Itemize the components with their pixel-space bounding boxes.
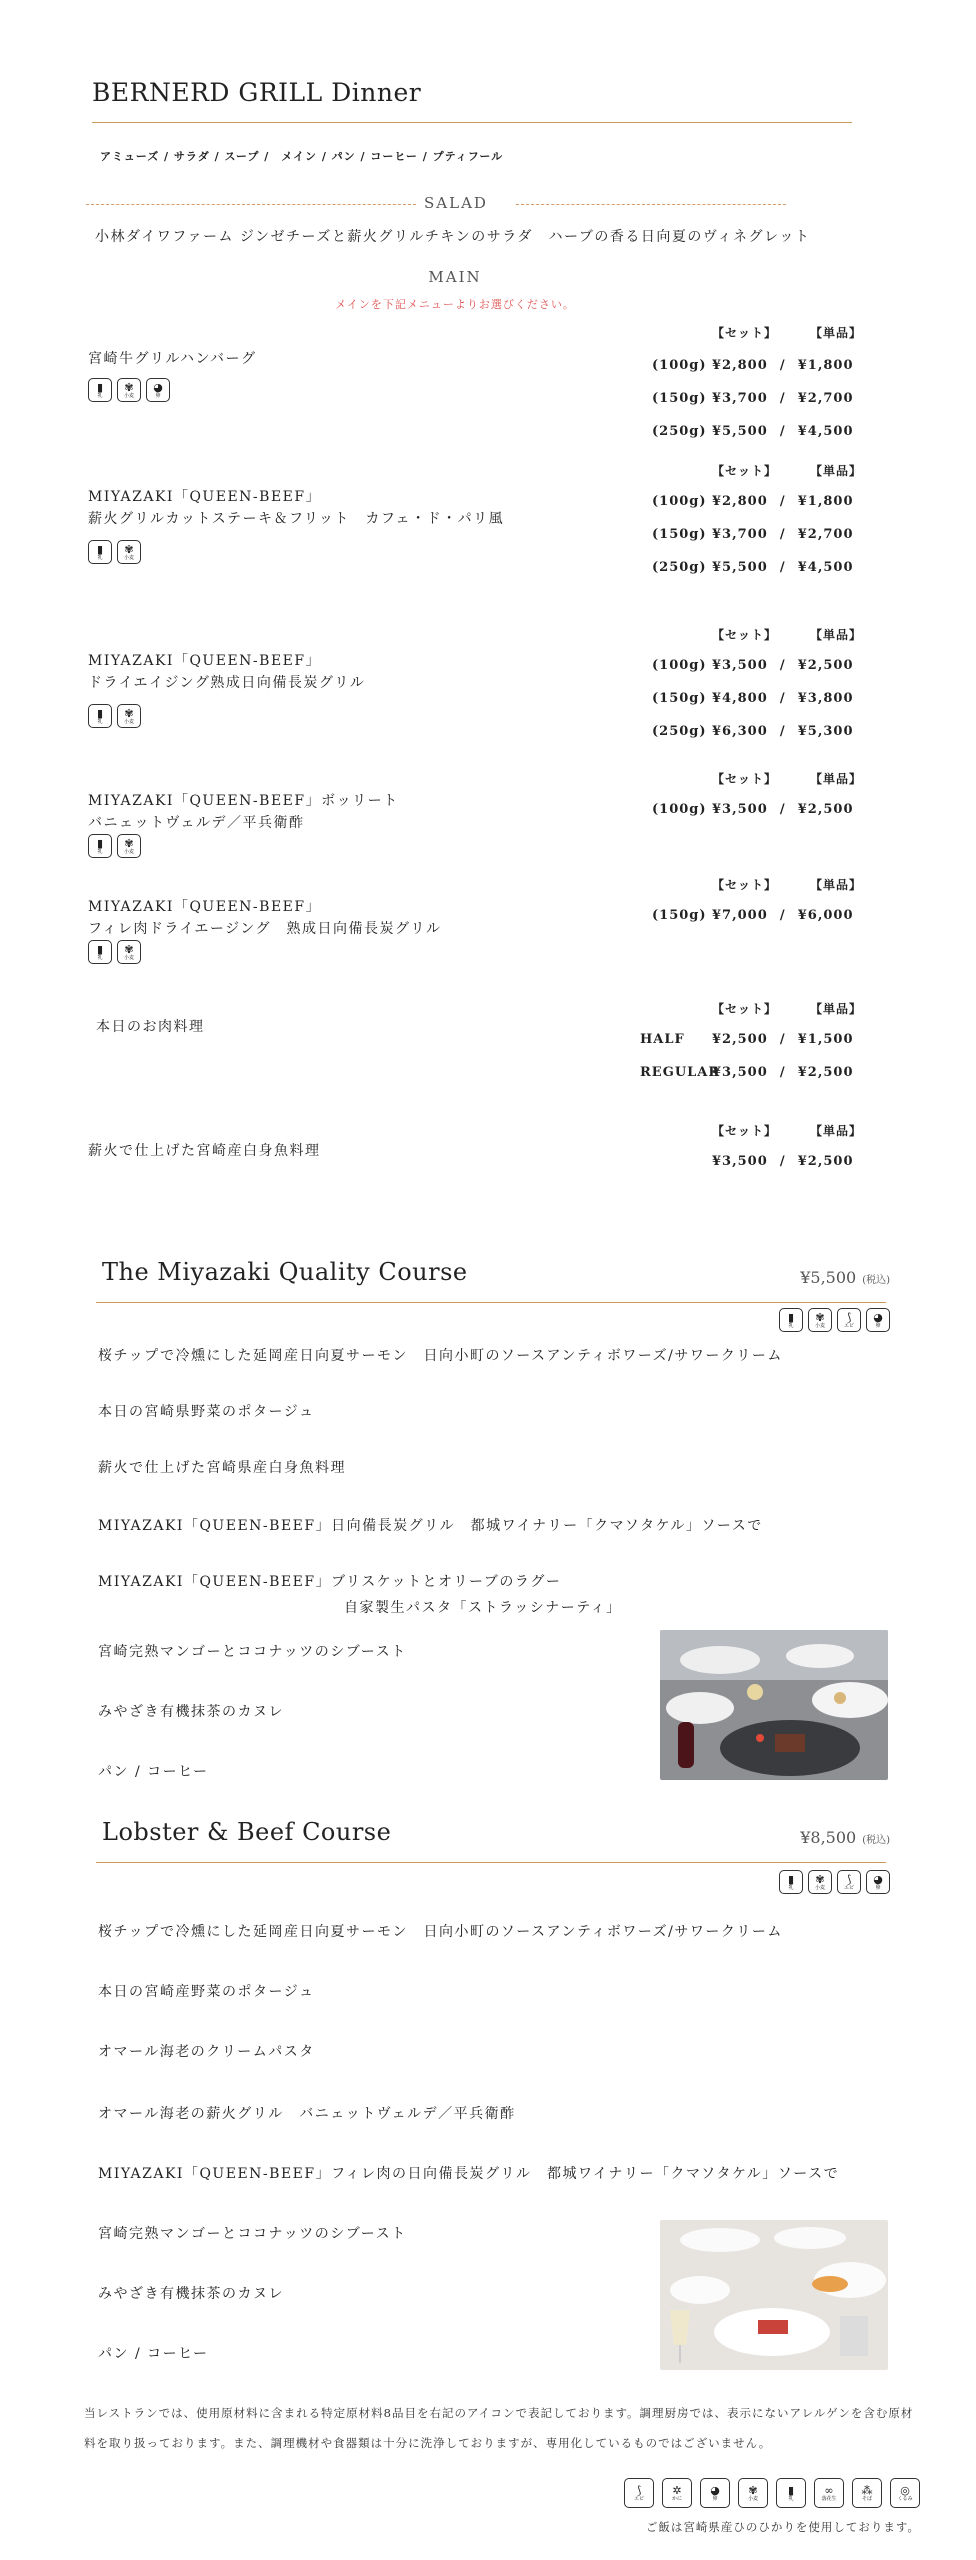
main-item-name-line: MIYAZAKI「QUEEN-BEEF」 <box>88 899 322 915</box>
price-separator: / <box>779 391 786 406</box>
course-item: 薪火で仕上げた宮崎県産白身魚料理 <box>98 1460 346 1476</box>
course-divider <box>96 1302 886 1303</box>
course-item: みやざき有機抹茶のカヌレ <box>98 1704 284 1720</box>
price-separator: / <box>779 1032 786 1047</box>
set-price-header: 【セット】 <box>712 628 778 642</box>
single-price: ¥4,500 <box>797 424 854 439</box>
allergen-notice: 当レストランでは、使用原材料に含まれる特定原材料8品目を右記のアイコンで表記しております。調理厨房では、表示にないアレルゲンを含む原材料を取り扱っております。また、調理機材や食器類は十分に洗浄しておりますが、専用化しているものではございません。 <box>84 2406 914 2450</box>
set-price: ¥5,500 <box>712 560 768 575</box>
course-item: 宮崎完熟マンゴーとココナッツのシブースト <box>98 1644 407 1660</box>
set-price-header: 【セット】 <box>712 772 778 786</box>
course-item: MIYAZAKI「QUEEN-BEEF」ブリスケットとオリーブのラグー <box>98 1574 562 1590</box>
milk-icon: ▮ 乳 <box>779 1870 803 1894</box>
wheat-icon: ✾ 小麦 <box>808 1870 832 1894</box>
main-item-name <box>88 790 399 834</box>
portion-size: (150g) <box>652 908 707 923</box>
price-separator: / <box>779 358 786 373</box>
set-price: ¥3,500 <box>712 658 768 673</box>
course-price-value: ¥8,500 <box>800 1828 857 1847</box>
main-item-name-line: 本日のお肉料理 <box>96 1019 205 1035</box>
price-row <box>652 691 854 706</box>
price-row <box>652 358 854 373</box>
set-price-header: 【セット】 <box>712 878 778 892</box>
salad-divider-right <box>516 204 786 205</box>
single-price: ¥2,500 <box>797 1154 854 1169</box>
price-row <box>640 1032 854 1047</box>
portion-size: (250g) <box>652 724 707 739</box>
price-row <box>712 1154 854 1169</box>
price-separator: / <box>779 1154 786 1169</box>
salad-label: SALAD <box>424 194 488 212</box>
single-price-header: 【単品】 <box>810 464 863 478</box>
price-separator: / <box>779 724 786 739</box>
portion-size: (100g) <box>652 802 707 817</box>
course-item: 桜チップで冷燻にした延岡産日向夏サーモン 日向小町のソースアンティボワーズ/サワークリーム <box>98 1348 783 1364</box>
walnut-icon: ◎ くるみ <box>890 2478 920 2508</box>
main-note: メインを下記メニューよりお選びください。 <box>335 298 575 311</box>
milk-icon: ▮ 乳 <box>776 2478 806 2508</box>
course-title: The Miyazaki Quality Course <box>102 1258 468 1286</box>
portion-size: (150g) <box>652 527 707 542</box>
main-item-name-line: 薪火で仕上げた宮崎産白身魚料理 <box>88 1143 321 1159</box>
portion-size: (250g) <box>652 560 707 575</box>
single-price: ¥6,000 <box>797 908 854 923</box>
single-price-header: 【単品】 <box>810 772 863 786</box>
course-price <box>800 1828 890 1847</box>
set-price: ¥3,700 <box>712 527 768 542</box>
portion-size: (250g) <box>652 424 707 439</box>
course-item: 自家製生パスタ「ストラッシナーティ」 <box>344 1600 622 1616</box>
set-price: ¥4,800 <box>712 691 768 706</box>
single-price-header: 【単品】 <box>810 326 863 340</box>
price-separator: / <box>779 658 786 673</box>
price-row <box>652 494 854 509</box>
wheat-icon: ✾ 小麦 <box>808 1308 832 1332</box>
single-price: ¥2,500 <box>797 1065 854 1080</box>
set-price-header: 【セット】 <box>712 1124 778 1138</box>
wheat-icon: ✾ 小麦 <box>117 378 141 402</box>
main-item-name <box>88 896 442 940</box>
price-row <box>652 908 854 923</box>
course-photo-2 <box>660 2220 888 2370</box>
price-row <box>640 1065 854 1080</box>
price-row <box>652 424 854 439</box>
course-price <box>800 1268 890 1287</box>
price-separator: / <box>779 1065 786 1080</box>
egg-icon: ◕ 卵 <box>866 1870 890 1894</box>
set-price-header: 【セット】 <box>712 464 778 478</box>
portion-size: (100g) <box>652 658 707 673</box>
single-price: ¥1,800 <box>797 494 854 509</box>
crab-icon: ✲ かに <box>662 2478 692 2508</box>
main-item-name <box>88 348 257 370</box>
main-item-name-line: MIYAZAKI「QUEEN-BEEF」 <box>88 653 322 669</box>
course-divider <box>96 1862 886 1863</box>
price-row <box>652 527 854 542</box>
allergen-icon-legend <box>624 2478 920 2508</box>
price-separator: / <box>779 424 786 439</box>
set-price: ¥7,000 <box>712 908 768 923</box>
price-separator: / <box>779 908 786 923</box>
portion-size: (100g) <box>652 358 707 373</box>
single-price: ¥2,700 <box>797 527 854 542</box>
milk-icon: ▮ 乳 <box>779 1308 803 1332</box>
main-item-name-line: ドライエイジング熟成日向備長炭グリル <box>88 675 366 691</box>
tax-label: (税込) <box>862 1275 890 1286</box>
price-separator: / <box>779 691 786 706</box>
single-price: ¥2,500 <box>797 802 854 817</box>
course-price-value: ¥5,500 <box>800 1268 857 1287</box>
single-price-header: 【単品】 <box>810 628 863 642</box>
set-price: ¥3,500 <box>712 802 768 817</box>
salad-description: 小林ダイワファーム ジンゼチーズと薪火グリルチキンのサラダ ハーブの香る日向夏のヴィネグレット <box>95 229 811 245</box>
wheat-icon: ✾ 小麦 <box>117 704 141 728</box>
tax-label: (税込) <box>862 1835 890 1846</box>
main-item-name-line: 宮崎牛グリルハンバーグ <box>88 351 257 367</box>
set-price: ¥5,500 <box>712 424 768 439</box>
title-divider <box>92 122 852 123</box>
main-item-allergens <box>88 834 141 858</box>
course-item: MIYAZAKI「QUEEN-BEEF」日向備長炭グリル 都城ワイナリー「クマソタケル」ソースで <box>98 1518 763 1534</box>
price-row <box>652 724 854 739</box>
course-item: みやざき有機抹茶のカヌレ <box>98 2286 284 2302</box>
main-item-name <box>88 1140 321 1162</box>
milk-icon: ▮ 乳 <box>88 704 112 728</box>
milk-icon: ▮ 乳 <box>88 940 112 964</box>
wheat-icon: ✾ 小麦 <box>738 2478 768 2508</box>
set-price: ¥3,500 <box>712 1154 768 1169</box>
course-allergens <box>779 1870 890 1894</box>
course-allergens <box>779 1308 890 1332</box>
price-row <box>652 658 854 673</box>
single-price: ¥2,500 <box>797 658 854 673</box>
course-item: オマール海老のクリームパスタ <box>98 2044 315 2060</box>
single-price-header: 【単品】 <box>810 1124 863 1138</box>
course-item: 桜チップで冷燻にした延岡産日向夏サーモン 日向小町のソースアンティボワーズ/サワークリーム <box>98 1924 783 1940</box>
price-separator: / <box>779 494 786 509</box>
shrimp-icon: ⟆ エビ <box>837 1308 861 1332</box>
main-item-name <box>96 1016 205 1038</box>
course-item: MIYAZAKI「QUEEN-BEEF」フィレ肉の日向備長炭グリル 都城ワイナリー「クマソタケル」ソースで <box>98 2166 840 2182</box>
soba-icon: ⁂ そば <box>852 2478 882 2508</box>
main-item-allergens <box>88 940 141 964</box>
main-item-allergens <box>88 704 141 728</box>
milk-icon: ▮ 乳 <box>88 834 112 858</box>
set-price-header: 【セット】 <box>712 326 778 340</box>
set-price: ¥3,700 <box>712 391 768 406</box>
course-item: 宮崎完熟マンゴーとココナッツのシブースト <box>98 2226 407 2242</box>
egg-icon: ◕ 卵 <box>700 2478 730 2508</box>
shrimp-icon: ⟆ エビ <box>837 1870 861 1894</box>
course-item: パン / コーヒー <box>98 2346 209 2362</box>
salad-divider-left <box>86 204 416 205</box>
page-title: BERNERD GRILL Dinner <box>92 78 422 107</box>
main-item-name-line: フィレ肉ドライエージング 熟成日向備長炭グリル <box>88 921 442 937</box>
main-label: MAIN <box>428 268 482 286</box>
course-photo-1 <box>660 1630 888 1780</box>
main-item-allergens <box>88 540 141 564</box>
main-item-name-line: 薪火グリルカットステーキ＆フリット カフェ・ド・パリ風 <box>88 511 505 527</box>
main-item-allergens <box>88 378 170 402</box>
main-item-name-line: MIYAZAKI「QUEEN-BEEF」ボッリート <box>88 793 399 809</box>
set-price: ¥2,800 <box>712 358 768 373</box>
price-row <box>652 802 854 817</box>
course-item: 本日の宮崎産野菜のポタージュ <box>98 1984 315 2000</box>
single-price: ¥4,500 <box>797 560 854 575</box>
shrimp-icon: ⟆ エビ <box>624 2478 654 2508</box>
price-row <box>652 391 854 406</box>
single-price: ¥3,800 <box>797 691 854 706</box>
portion-size: (150g) <box>652 391 707 406</box>
portion-size: (150g) <box>652 691 707 706</box>
portion-size: (100g) <box>652 494 707 509</box>
rice-note: ご飯は宮崎県産ひのひかりを使用しております。 <box>645 2520 920 2534</box>
course-flow-subnav: アミューズ / サラダ / スープ / メイン / パン / コーヒー / プティフール <box>100 150 504 163</box>
set-price-header: 【セット】 <box>712 1002 778 1016</box>
wheat-icon: ✾ 小麦 <box>117 834 141 858</box>
main-item-name <box>88 486 504 530</box>
single-price: ¥2,700 <box>797 391 854 406</box>
course-item: パン / コーヒー <box>98 1764 209 1780</box>
single-price: ¥1,800 <box>797 358 854 373</box>
wheat-icon: ✾ 小麦 <box>117 940 141 964</box>
main-item-name-line: MIYAZAKI「QUEEN-BEEF」 <box>88 489 322 505</box>
course-item: オマール海老の薪火グリル バニェットヴェルデ／平兵衛酢 <box>98 2106 516 2122</box>
milk-icon: ▮ 乳 <box>88 378 112 402</box>
milk-icon: ▮ 乳 <box>88 540 112 564</box>
set-price: ¥6,300 <box>712 724 768 739</box>
price-separator: / <box>779 802 786 817</box>
set-price: ¥3,500 <box>712 1065 768 1080</box>
set-price: ¥2,800 <box>712 494 768 509</box>
wheat-icon: ✾ 小麦 <box>117 540 141 564</box>
set-price: ¥2,500 <box>712 1032 768 1047</box>
price-row <box>652 560 854 575</box>
peanut-icon: ∞ 落花生 <box>814 2478 844 2508</box>
course-item: 本日の宮崎県野菜のポタージュ <box>98 1404 315 1420</box>
single-price-header: 【単品】 <box>810 1002 863 1016</box>
main-item-name <box>88 650 365 694</box>
single-price-header: 【単品】 <box>810 878 863 892</box>
single-price: ¥5,300 <box>797 724 854 739</box>
price-separator: / <box>779 527 786 542</box>
main-item-name-line: バニェットヴェルデ／平兵衛酢 <box>88 815 305 831</box>
single-price: ¥1,500 <box>797 1032 854 1047</box>
egg-icon: ◕ 卵 <box>866 1308 890 1332</box>
portion-size: REGULAR <box>640 1065 721 1080</box>
egg-icon: ◕ 卵 <box>146 378 170 402</box>
price-separator: / <box>779 560 786 575</box>
course-title: Lobster & Beef Course <box>102 1818 392 1846</box>
portion-size: HALF <box>640 1032 685 1047</box>
